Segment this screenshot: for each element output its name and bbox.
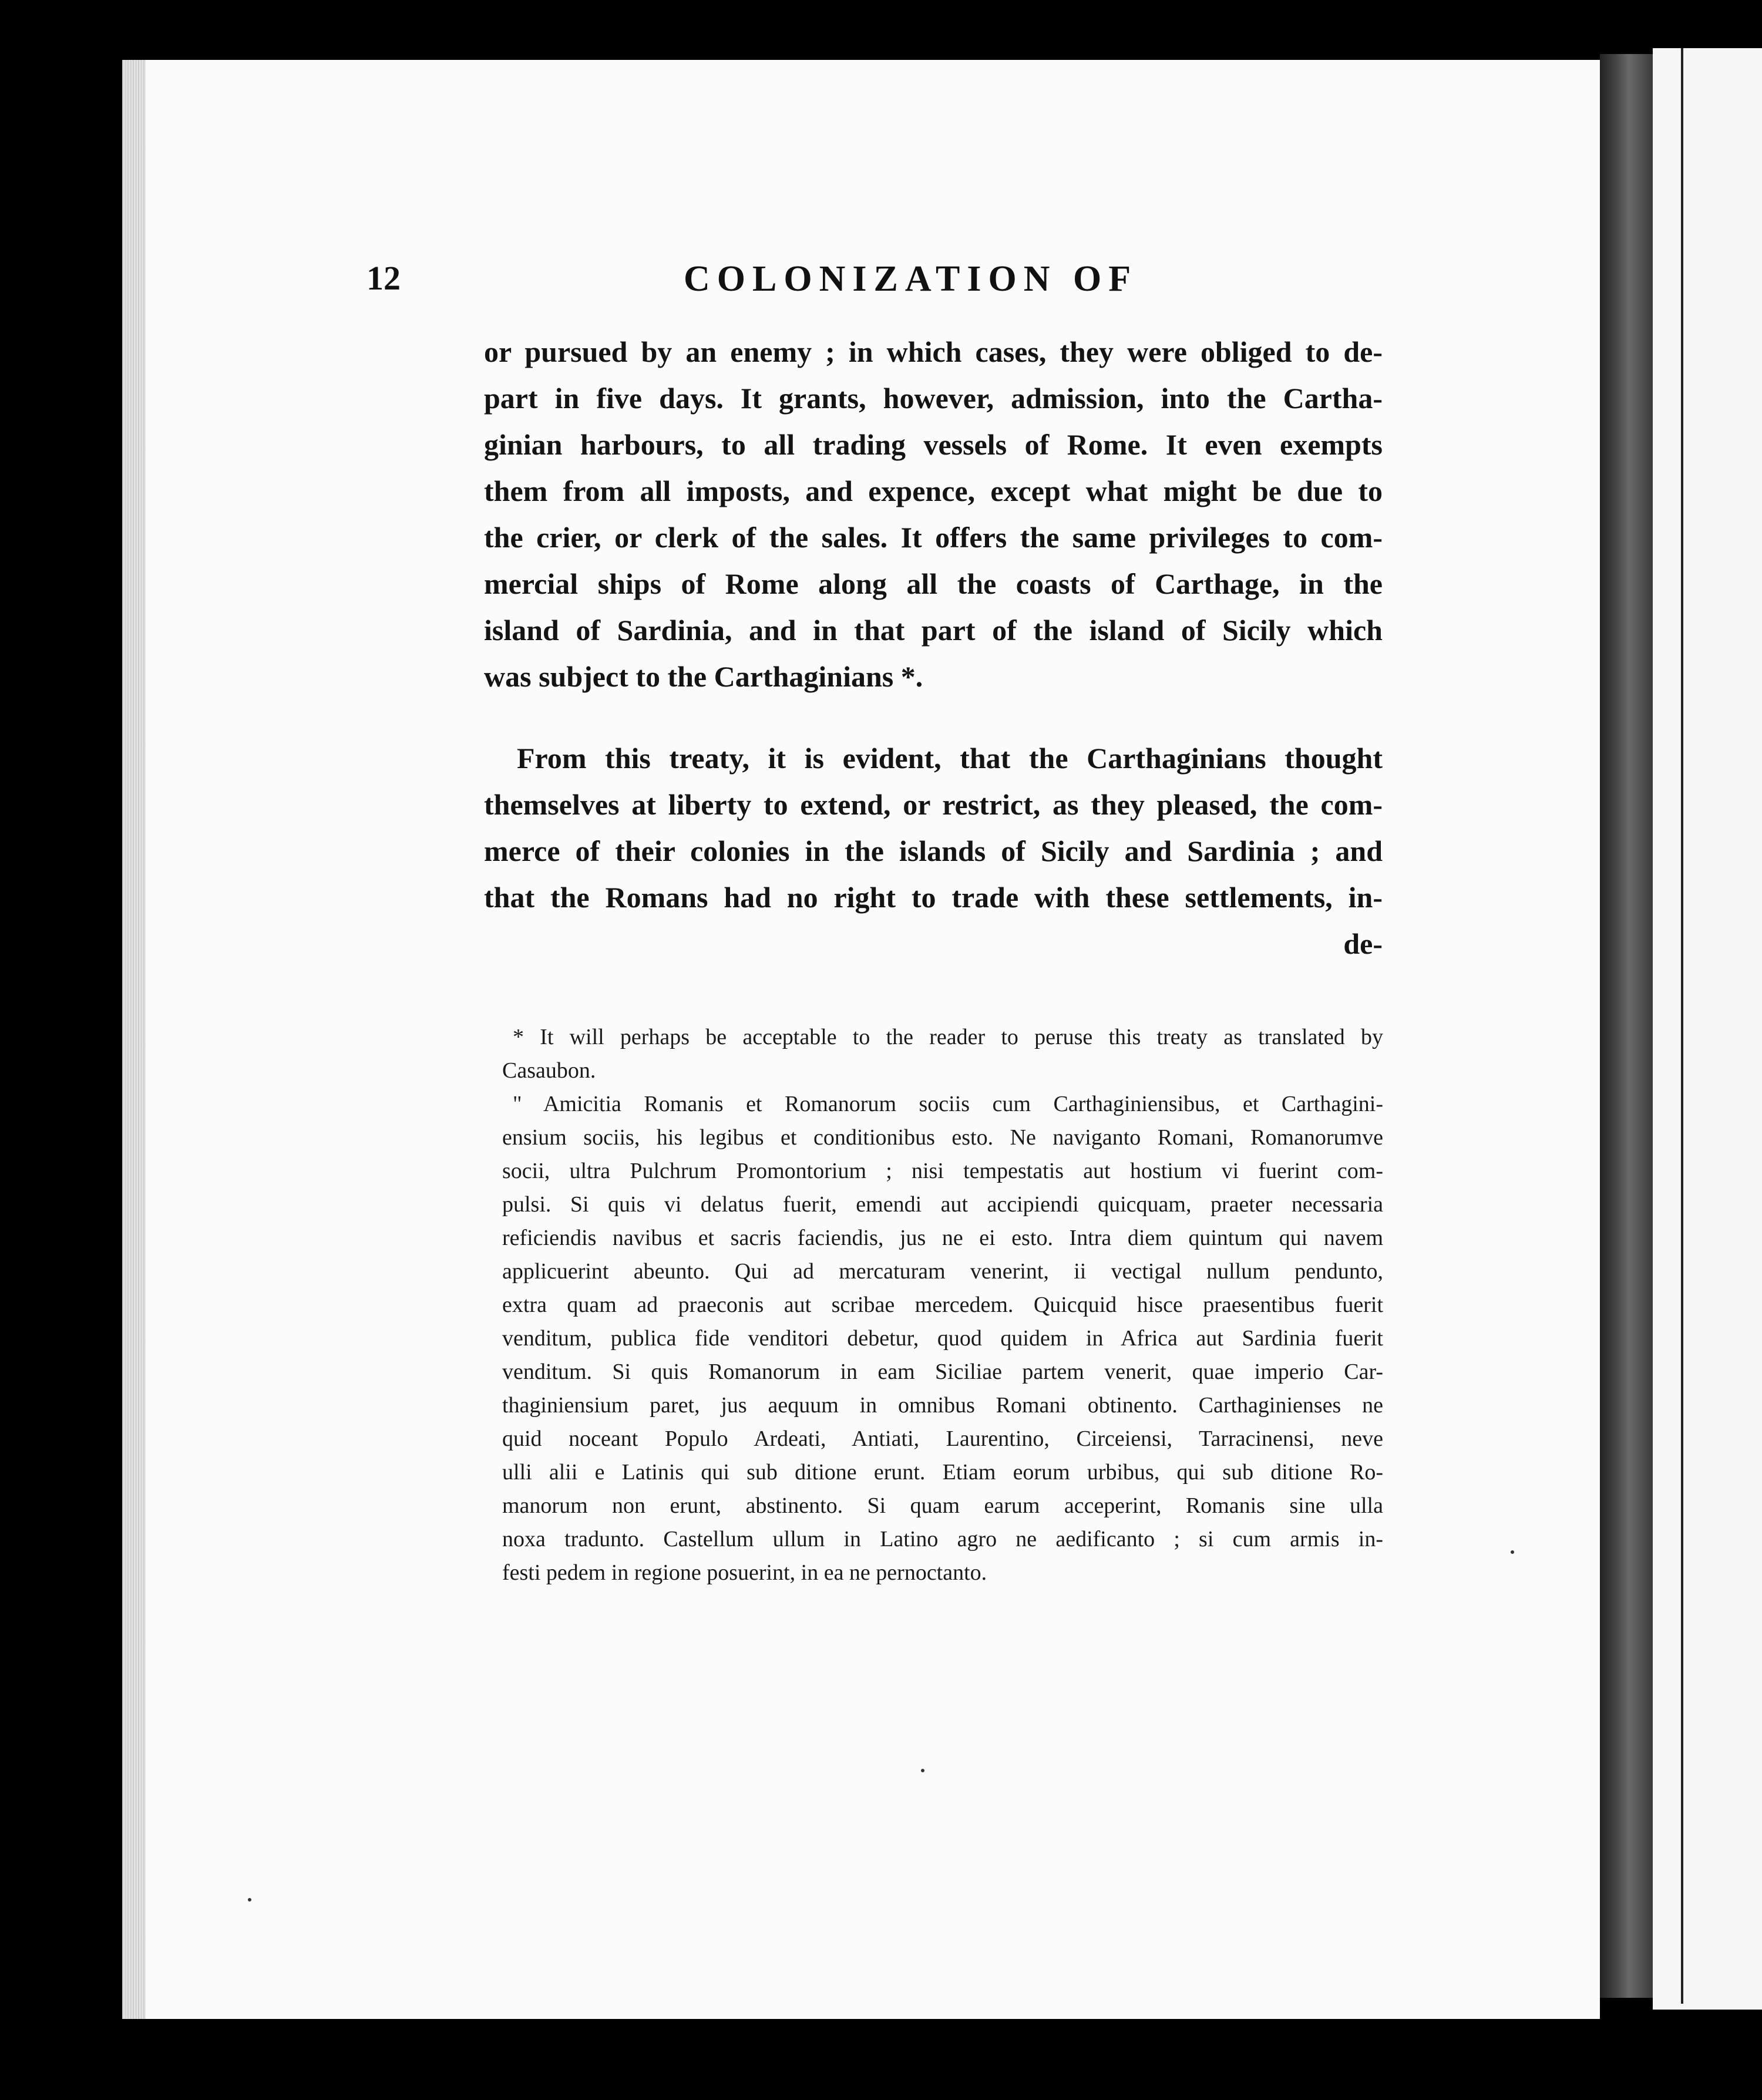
footnote-line: socii, ultra Pulchrum Promontorium ; nisi tempestatis aut hostium vi fuerint com- [502,1159,1383,1183]
body-line: island of Sardinia, and in that part of the island of Sicily which [484,614,1383,647]
ink-speck [1511,1550,1514,1554]
body-line: or pursued by an enemy ; in which cases, they were obliged to de- [484,335,1383,368]
footnote-line: noxa tradunto. Castellum ullum in Latino agro ne aedificanto ; si cum armis in- [502,1527,1383,1552]
footnote-line: applicuerint abeunto. Qui ad mercaturam venerint, ii vectigal nullum pendunto, [502,1259,1383,1284]
book-gutter [1600,54,1653,1998]
running-head [366,258,1388,305]
body-text [484,329,1383,967]
body-line: mercial ships of Rome along all the coasts of Carthage, in the [484,567,1383,600]
page-number: 12 [366,259,401,297]
body-line: part in five days. It grants, however, admission, into the Cartha- [484,382,1383,415]
ink-speck [248,1898,251,1902]
body-line: ginian harbours, to all trading vessels of Rome. It even exempts [484,428,1383,461]
footnote-line: pulsi. Si quis vi delatus fuerit, emendi aut accipiendi quicquam, praeter necessaria [502,1192,1383,1217]
facing-page-edge [1653,48,1762,2010]
footnote-line: festi pedem in regione posuerint, in ea ne pernoctanto. [502,1560,987,1585]
page-edge-stack [122,60,146,2019]
footnote-line: quid noceant Populo Ardeati, Antiati, Laurentino, Circeiensi, Tarracinensi, neve [502,1426,1383,1451]
footnote-line: venditum, publica fide venditori debetur, quod quidem in Africa aut Sardinia fuerit [502,1326,1383,1351]
footnote-line: venditum. Si quis Romanorum in eam Siciliae partem venerit, quae imperio Car- [502,1359,1383,1384]
running-title: COLONIZATION OF [684,259,1138,299]
body-line: that the Romans had no right to trade with these settlements, in- [484,881,1383,914]
body-line: was subject to the Carthaginians *. [484,660,923,693]
body-line: themselves at liberty to extend, or restrict, as they pleased, the com- [484,788,1383,821]
footnote-line: reficiendis navibus et sacris faciendis, jus ne ei esto. Intra diem quintum qui navem [502,1226,1383,1250]
footnote-line: thaginiensium paret, jus aequum in omnibus Romani obtinento. Carthaginienses ne [502,1393,1383,1418]
ink-speck [921,1769,924,1772]
catchword: de- [1343,927,1383,960]
body-line: merce of their colonies in the islands of Sicily and Sardinia ; and [484,834,1383,867]
body-line: the crier, or clerk of the sales. It offers the same privileges to com- [484,521,1383,554]
footnote-line: ensium sociis, his legibus et conditionibus esto. Ne naviganto Romani, Romanorumve [502,1125,1383,1150]
footnote-line: extra quam ad praeconis aut scribae mercedem. Quicquid hisce praesentibus fuerit [502,1293,1383,1317]
footnote [502,1021,1383,1590]
body-line: them from all imposts, and expence, except what might be due to [484,474,1383,507]
footnote-line: ulli alii e Latinis qui sub ditione erunt. Etiam eorum urbibus, qui sub ditione Ro- [502,1460,1383,1485]
footnote-line: " Amicitia Romanis et Romanorum sociis cum Carthaginiensibus, et Carthagini- [513,1092,1383,1116]
footnote-line: manorum non erunt, abstinento. Si quam earum acceperint, Romanis sine ulla [502,1493,1383,1518]
body-line: From this treaty, it is evident, that the Carthaginians thought [517,742,1383,775]
footnote-line: * It will perhaps be acceptable to the reader to peruse this treaty as translated by [513,1025,1383,1049]
facing-page-rule [1681,48,1683,2004]
footnote-line: Casaubon. [502,1058,596,1083]
